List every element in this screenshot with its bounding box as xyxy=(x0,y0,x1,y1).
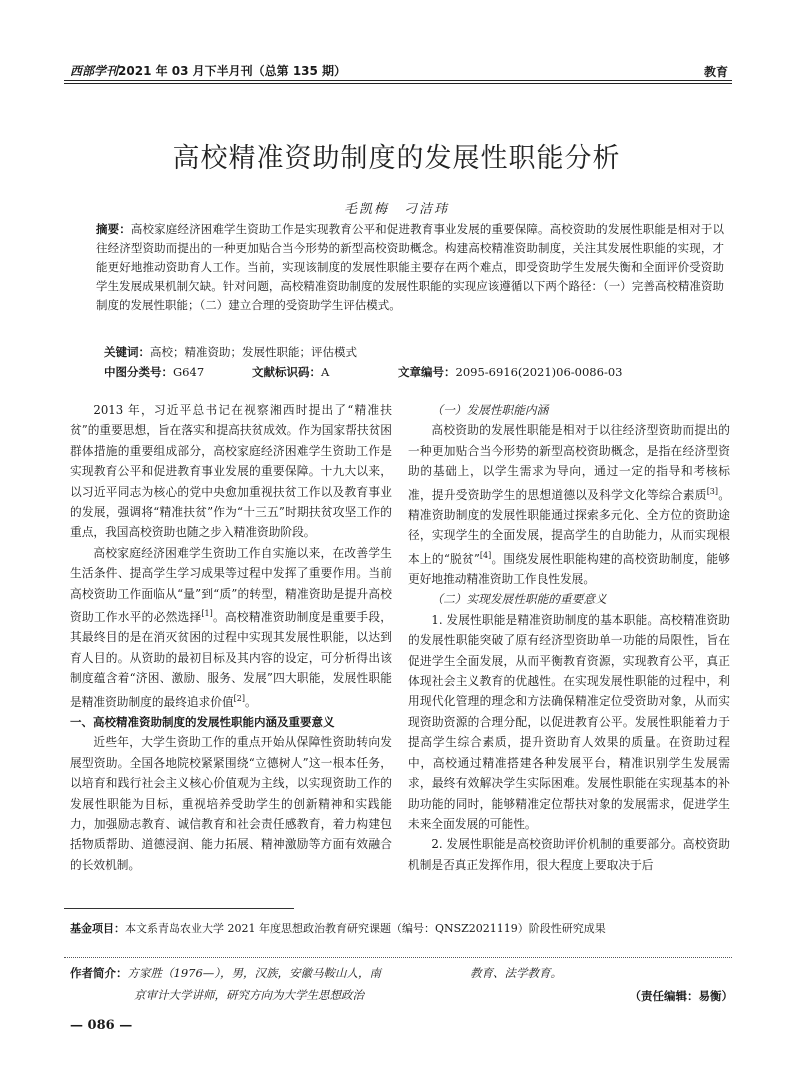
funding-text: 本文系青岛农业大学 2021 年度思想政治教育研究课题（编号：QNSZ2021119）阶段性研究成果 xyxy=(125,922,606,935)
journal-logo: 西部学刊 xyxy=(70,64,119,78)
footnote-divider xyxy=(64,957,732,958)
document-code xyxy=(252,364,329,380)
bio-label: 作者简介： xyxy=(70,966,128,980)
citation: [4] xyxy=(479,550,492,560)
citation: [3] xyxy=(706,486,719,496)
footnote-rule xyxy=(64,908,294,909)
body-column-left xyxy=(70,400,392,875)
authors: 毛凯梅 刁洁玮 xyxy=(343,202,449,217)
citation: [2] xyxy=(233,693,245,703)
running-header-left xyxy=(70,62,346,79)
paragraph-text: 高校家庭经济困难学生资助工作自实施以来，在改善学生生活条件、提高学生学习成果等过程中发挥了重要作用。当前高校资助工作面临从“量”到“质”的转型，精准资助是提升高校资助工作水平的必然选择 xyxy=(70,545,392,624)
paragraph: 2013 年，习近平总书记在视察湘西时提出了“精准扶贫”的重要思想，旨在落实和提高扶贫成效。作为国家帮扶贫困群体措施的重要组成部分，高校家庭经济困难学生资助工作是实现教育公平和促进教育事业发展的重要保障。十九大以来，以习近平同志为核心的党中央愈加重视扶贫工作以及教育事业的发展，强调将“精准扶贫”作为“十三五”时期扶贫攻坚工作的重点，我国高校资助也随之步入精准资助阶段。 xyxy=(70,403,392,540)
abstract-label: 摘要： xyxy=(96,222,131,236)
keywords-label: 关键词： xyxy=(104,345,150,359)
paragraph-text: 。高校精准资助制度是重要手段，其最终目的是在消灭贫困的过程中实现其发展性职能，以达到育人目的。从资助的最初目标及其内容的设定，可分析得出该制度蕴含着“济困、激励、服务、发展”四大职能，发展性职能是精准资助制度的最终追求价值 xyxy=(70,609,392,709)
keywords xyxy=(104,344,357,360)
subsection-heading: （一）发展性职能内涵 xyxy=(431,403,549,417)
author-bio-line3: 教育、法学教育。 xyxy=(470,966,562,980)
keywords-text: 高校；精准资助；发展性职能；评估模式 xyxy=(150,345,357,359)
abstract xyxy=(96,220,724,315)
paragraph: 2. 发展性职能是高校资助评价机制的重要部分。高校资助机制是否真正发挥作用，很大程度上要取决于后 xyxy=(408,837,730,872)
paragraph-text: 。精准资助制度的发展性职能通过探索多元化、全方位的资助途径，实现学生的全面发展，提高学生的自助能力，从而实现根本上的“脱贫” xyxy=(408,487,730,566)
paragraph: 1. 发展性职能是精准资助制度的基本职能。高校精准资助的发展性职能突破了原有经济型资助单一功能的局限性，旨在促进学生全面发展，从而平衡教育资源，实现教育公平，真正体现社会主义教育的优越性。在实现发展性职能的过程中，利用现代化管理的理念和方法确保精准定位受资助对象，从而实现资助资源的合理分配，以促进教育公平。发展性职能着力于提高学生综合素质，提升资助育人效果的质量。在资助过程中，高校通过精准搭建各种发展平台，精准识别学生发展需求，最终有效解决学生实际困难。发展性职能在实现基本的补助功能的同时，能够精准定位帮扶对象的发展需求，促进学生未来全面发展的可能性。 xyxy=(408,612,730,831)
section-heading: 一、高校精准资助制度的发展性职能内涵及重要意义 xyxy=(70,714,335,729)
clc-number xyxy=(104,364,204,380)
paragraph-text: 高校资助的发展性职能是相对于以往经济型资助而提出的一种更加贴合当今形势的新型高校资助概念，是指在经济型资助的基础上，以学生需求为导向，通过一定的指导和考核标准，提升受资助学生的思想道德以及科学文化等综合素质 xyxy=(408,423,730,502)
body-column-right xyxy=(408,400,730,875)
page-number: — 086 — xyxy=(70,1018,133,1033)
paragraph xyxy=(70,543,392,712)
article-no-label: 文章编号： xyxy=(398,365,456,379)
abstract-text: 高校家庭经济困难学生资助工作是实现教育公平和促进教育事业发展的重要保障。高校资助的发展性职能是相对于以往经济型资助而提出的一种更加贴合当今形势的新型高校资助概念。构建高校精准资助制度，关注其发展性职能的实现，才能更好地推动资助育人工作。当前，实现该制度的发展性职能主要存在两个难点，即受资助学生发展失衡和全面评价受资助学生发展成果机制欠缺。针对问题，高校精准资助制度的发展性职能的实现应该遵循以下两个路径：（一）完善高校精准资助制度的发展性职能；（二）建立合理的受资助学生评估模式。 xyxy=(96,222,725,312)
citation: [1] xyxy=(201,609,213,619)
author-bio-line2: 京审计大学讲师，研究方向为大学生思想政治 xyxy=(134,988,364,1002)
article-no-text: 2095-6916(2021)06-0086-03 xyxy=(455,365,623,379)
header-rule-thin xyxy=(64,83,732,84)
paragraph: 近些年，大学生资助工作的重点开始从保障性资助转向发展型资助。全国各地院校紧紧围绕“立德树人”这一根本任务，以培育和践行社会主义核心价值观为主线，以实现资助工作的发展性职能为目标，重视培养受助学生的创新精神和实践能力，加强励志教育、诚信教育和社会责任感教育，着力构建包括物质帮助、道德浸润、能力拓展、精神激励等方面有效融合的长效机制。 xyxy=(70,735,392,872)
paper-title: 高校精准资助制度的发展性职能分析 xyxy=(172,143,621,174)
clc-text: G647 xyxy=(173,365,205,379)
paragraph xyxy=(408,420,730,589)
responsible-editor: （责任编辑：易衡） xyxy=(629,989,733,1003)
subsection-heading: （二）实现发展性职能的重要意义 xyxy=(431,592,607,607)
funding-label: 基金项目： xyxy=(70,922,125,935)
clc-label: 中图分类号： xyxy=(104,365,173,379)
bio-text: 方家胜（1976—），男，汉族，安徽马鞍山人，南 xyxy=(127,966,382,980)
header-rule xyxy=(64,80,732,81)
doc-code-text: A xyxy=(321,365,330,379)
author-bio-line1 xyxy=(70,965,381,981)
doc-code-label: 文献标识码： xyxy=(252,365,321,379)
section-label: 教育 xyxy=(703,65,728,79)
paragraph-text: 。 xyxy=(244,694,257,709)
issue-info: 2021 年 03 月下半月刊（总第 135 期） xyxy=(118,64,347,78)
article-number xyxy=(398,364,622,380)
funding-note xyxy=(70,920,606,936)
paragraph-text: 。围绕发展性职能构建的高校资助制度，能够更好地推动精准资助工作良性发展。 xyxy=(408,551,730,587)
